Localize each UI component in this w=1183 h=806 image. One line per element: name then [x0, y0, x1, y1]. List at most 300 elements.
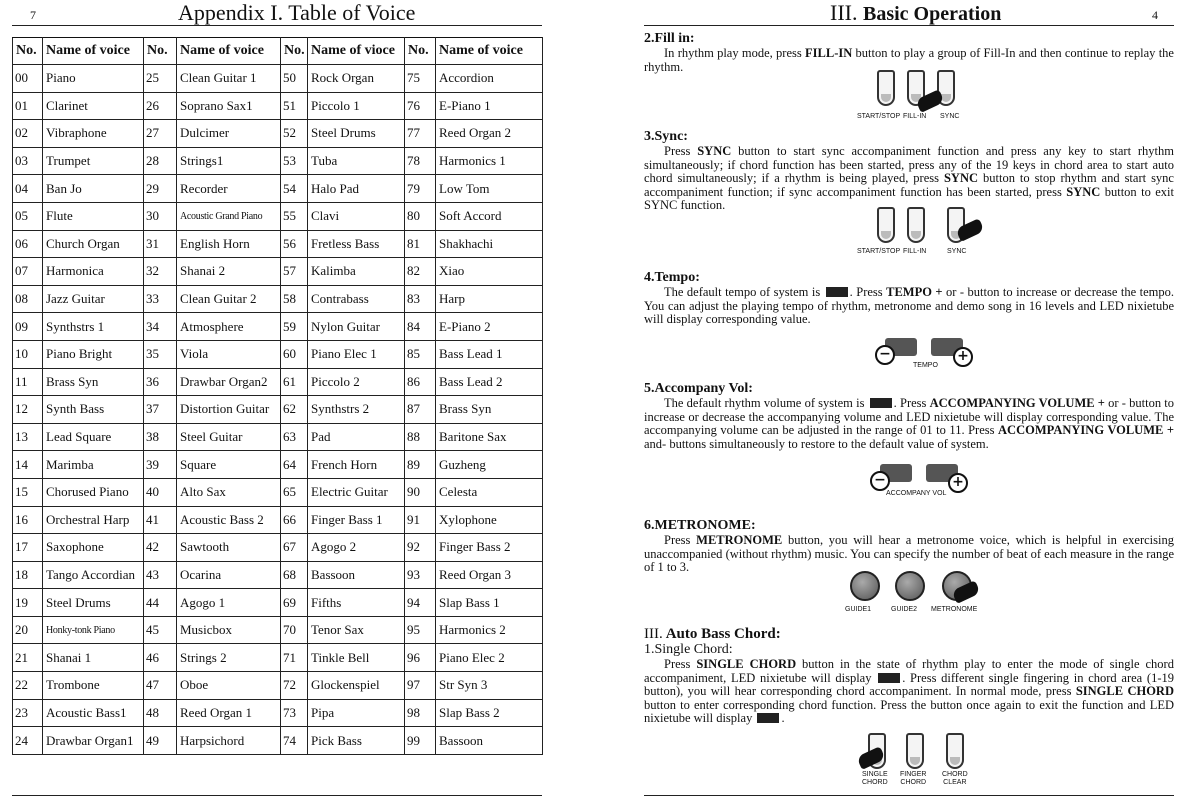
tempo-section — [644, 270, 1174, 327]
table-row — [13, 92, 543, 120]
table-row — [13, 368, 543, 396]
voice-number-cell: 23 — [13, 699, 43, 727]
voice-name-cell: Bass Lead 2 — [436, 368, 543, 396]
auto-bass-section — [644, 626, 1174, 726]
auto-bass-heading: III. Auto Bass Chord: — [644, 626, 781, 642]
voice-number-cell: 45 — [144, 616, 177, 644]
voice-number-cell: 02 — [13, 120, 43, 148]
table-row — [13, 616, 543, 644]
voice-number-cell: 81 — [405, 230, 436, 258]
voice-name-cell: Bassoon — [308, 561, 405, 589]
voice-number-cell: 51 — [281, 92, 308, 120]
led-display-icon — [757, 713, 779, 723]
voice-name-cell: Electric Guitar — [308, 478, 405, 506]
voice-name-cell: Xiao — [436, 258, 543, 286]
table-row — [13, 65, 543, 93]
voice-name-cell: Soprano Sax1 — [177, 92, 281, 120]
accompany-diagram — [870, 464, 980, 500]
voice-name-cell: Slap Bass 1 — [436, 589, 543, 617]
voice-name-cell: Clean Guitar 1 — [177, 65, 281, 93]
table-row — [13, 202, 543, 230]
voice-number-cell: 62 — [281, 396, 308, 424]
chord-clear-key — [946, 733, 964, 769]
plus-icon: + — [953, 347, 973, 367]
voice-number-cell: 59 — [281, 313, 308, 341]
voice-number-cell: 34 — [144, 313, 177, 341]
voice-number-cell: 32 — [144, 258, 177, 286]
table-row — [13, 699, 543, 727]
voice-number-cell: 48 — [144, 699, 177, 727]
voice-name-cell: Kalimba — [308, 258, 405, 286]
start-stop-key — [877, 207, 895, 243]
voice-name-cell: Clavi — [308, 202, 405, 230]
voice-name-cell: E-Piano 1 — [436, 92, 543, 120]
table-row — [13, 672, 543, 700]
table-row — [13, 451, 543, 479]
voice-number-cell: 73 — [281, 699, 308, 727]
voice-number-cell: 69 — [281, 589, 308, 617]
tempo-label: TEMPO — [913, 362, 938, 369]
table-row — [13, 644, 543, 672]
voice-number-cell: 88 — [405, 423, 436, 451]
accompany-heading: 5.Accompany Vol: — [644, 381, 753, 396]
finger-chord-key — [906, 733, 924, 769]
voice-number-cell: 64 — [281, 451, 308, 479]
top-rule — [12, 25, 542, 26]
column-header-name: Name of vioce — [308, 38, 405, 65]
voice-number-cell: 58 — [281, 285, 308, 313]
voice-name-cell: Slap Bass 2 — [436, 699, 543, 727]
title-numeral: III. — [830, 0, 858, 25]
voice-number-cell: 42 — [144, 534, 177, 562]
voice-name-cell: Harpsichord — [177, 727, 281, 755]
voice-name-cell: Oboe — [177, 672, 281, 700]
voice-number-cell: 39 — [144, 451, 177, 479]
voice-number-cell: 92 — [405, 534, 436, 562]
voice-name-cell: Harmonics 1 — [436, 147, 543, 175]
voice-name-cell: Acoustic Bass1 — [43, 699, 144, 727]
voice-number-cell: 93 — [405, 561, 436, 589]
voice-number-cell: 08 — [13, 285, 43, 313]
voice-name-cell: Alto Sax — [177, 478, 281, 506]
voice-name-cell: Low Tom — [436, 175, 543, 203]
voice-name-cell: Finger Bass 1 — [308, 506, 405, 534]
voice-number-cell: 75 — [405, 65, 436, 93]
table-row — [13, 340, 543, 368]
minus-icon: − — [870, 471, 890, 491]
voice-name-cell: Reed Organ 1 — [177, 699, 281, 727]
column-header-name: Name of voice — [177, 38, 281, 65]
voice-name-cell: Steel Guitar — [177, 423, 281, 451]
voice-name-cell: Piano Bright — [43, 340, 144, 368]
voice-number-cell: 15 — [13, 478, 43, 506]
tempo-diagram — [875, 336, 975, 372]
voice-name-cell: Steel Drums — [43, 589, 144, 617]
voice-number-cell: 06 — [13, 230, 43, 258]
voice-name-cell: Agogo 2 — [308, 534, 405, 562]
voice-name-cell: Fifths — [308, 589, 405, 617]
voice-name-cell: Glockenspiel — [308, 672, 405, 700]
voice-number-cell: 12 — [13, 396, 43, 424]
single-chord-text: Press SINGLE CHORD button in the state of rhythm play to enter the mode of single chord accompaniment, LED nixietube will display . Press different single fingering in chord area (1-19 button), you will hear corresponding chord accompaniment. In normal mode, press SINGLE CHORD button to enter corresponding chord function. Press the button once again to exit the function and LED nixietube will display . — [644, 657, 1174, 725]
voice-number-cell: 03 — [13, 147, 43, 175]
voice-number-cell: 76 — [405, 92, 436, 120]
voice-number-cell: 27 — [144, 120, 177, 148]
voice-number-cell: 21 — [13, 644, 43, 672]
voice-name-cell: Tinkle Bell — [308, 644, 405, 672]
voice-name-cell: Clarinet — [43, 92, 144, 120]
table-row — [13, 258, 543, 286]
metronome-text: Press METRONOME button, you will hear a metronome voice, which is helpful in exercising unaccompanied (without rhythm) music. You can specify the number of beat of each measure in the range of 1 to 3. — [644, 533, 1174, 574]
voice-name-cell: Atmosphere — [177, 313, 281, 341]
voice-name-cell: Guzheng — [436, 451, 543, 479]
chord-key-label: FINGER CHORD — [900, 771, 927, 786]
guide1-button — [850, 571, 880, 601]
voice-name-cell: Piccolo 1 — [308, 92, 405, 120]
voice-name-cell: Str Syn 3 — [436, 672, 543, 700]
voice-number-cell: 47 — [144, 672, 177, 700]
voice-number-cell: 60 — [281, 340, 308, 368]
bottom-rule — [12, 795, 542, 796]
voice-name-cell: Baritone Sax — [436, 423, 543, 451]
voice-name-cell: Tuba — [308, 147, 405, 175]
voice-number-cell: 35 — [144, 340, 177, 368]
voice-number-cell: 09 — [13, 313, 43, 341]
voice-name-cell: Nylon Guitar — [308, 313, 405, 341]
voice-number-cell: 04 — [13, 175, 43, 203]
accompany-section — [644, 381, 1174, 451]
voice-name-cell: Agogo 1 — [177, 589, 281, 617]
voice-number-cell: 85 — [405, 340, 436, 368]
appendix-title: Appendix I. Table of Voice — [178, 0, 416, 25]
page-number-right: 4 — [1152, 8, 1158, 22]
voice-number-cell: 25 — [144, 65, 177, 93]
voice-name-cell: Bassoon — [436, 727, 543, 755]
led-display-icon — [826, 287, 848, 297]
start-stop-key — [877, 70, 895, 106]
table-row — [13, 534, 543, 562]
metronome-section — [644, 518, 1174, 575]
voice-number-cell: 26 — [144, 92, 177, 120]
voice-name-cell: Marimba — [43, 451, 144, 479]
page-number-left: 7 — [30, 8, 36, 22]
voice-name-cell: Piano — [43, 65, 144, 93]
voice-number-cell: 38 — [144, 423, 177, 451]
voice-number-cell: 43 — [144, 561, 177, 589]
table-row — [13, 396, 543, 424]
voice-number-cell: 53 — [281, 147, 308, 175]
column-header-number: No. — [13, 38, 43, 65]
voice-name-cell: Accordion — [436, 65, 543, 93]
table-row — [13, 506, 543, 534]
voice-name-cell: Halo Pad — [308, 175, 405, 203]
voice-name-cell: Chorused Piano — [43, 478, 144, 506]
voice-name-cell: Ban Jo — [43, 175, 144, 203]
voice-name-cell: Pad — [308, 423, 405, 451]
voice-number-cell: 14 — [13, 451, 43, 479]
voice-number-cell: 01 — [13, 92, 43, 120]
voice-name-cell: Saxophone — [43, 534, 144, 562]
voice-number-cell: 49 — [144, 727, 177, 755]
voice-number-cell: 99 — [405, 727, 436, 755]
column-header-number: No. — [144, 38, 177, 65]
voice-name-cell: Harp — [436, 285, 543, 313]
voice-name-cell: Shakhachi — [436, 230, 543, 258]
top-rule-right — [644, 25, 1174, 26]
voice-name-cell: Sawtooth — [177, 534, 281, 562]
plus-icon: + — [948, 473, 968, 493]
voice-number-cell: 33 — [144, 285, 177, 313]
voice-table — [12, 37, 543, 755]
voice-name-cell: Jazz Guitar — [43, 285, 144, 313]
voice-number-cell: 97 — [405, 672, 436, 700]
voice-number-cell: 94 — [405, 589, 436, 617]
voice-name-cell: Reed Organ 3 — [436, 561, 543, 589]
voice-name-cell: Piccolo 2 — [308, 368, 405, 396]
voice-name-cell: Brass Syn — [436, 396, 543, 424]
table-row — [13, 589, 543, 617]
voice-number-cell: 77 — [405, 120, 436, 148]
voice-name-cell: Harmonics 2 — [436, 616, 543, 644]
voice-number-cell: 44 — [144, 589, 177, 617]
accompany-text: The default rhythm volume of system is . Press ACCOMPANYING VOLUME + or - button to increase or decrease the accompanying volume and LED nixietube will display corresponding value. The accompanying volume can be adjusted in the range of 01 to 11. Press ACCOMPANYING VOLUME + and- buttons simultaneously to restore to the default value of system. — [644, 396, 1175, 451]
led-display-icon — [870, 398, 892, 408]
voice-number-cell: 71 — [281, 644, 308, 672]
basic-operation-title — [830, 0, 1001, 26]
table-row — [13, 285, 543, 313]
voice-number-cell: 28 — [144, 147, 177, 175]
voice-number-cell: 10 — [13, 340, 43, 368]
voice-name-cell: Musicbox — [177, 616, 281, 644]
voice-number-cell: 61 — [281, 368, 308, 396]
voice-number-cell: 54 — [281, 175, 308, 203]
voice-name-cell: Viola — [177, 340, 281, 368]
voice-number-cell: 80 — [405, 202, 436, 230]
voice-name-cell: Synthstrs 2 — [308, 396, 405, 424]
left-page — [0, 0, 560, 806]
bottom-rule-right — [644, 795, 1174, 796]
led-display-icon — [878, 673, 900, 683]
table-row — [13, 727, 543, 755]
voice-name-cell: Tenor Sax — [308, 616, 405, 644]
key-label: SYNC — [940, 113, 960, 120]
voice-name-cell: Church Organ — [43, 230, 144, 258]
right-page — [620, 0, 1183, 806]
voice-name-cell: Brass Syn — [43, 368, 144, 396]
fill-in-text: In rhythm play mode, press FILL-IN button to play a group of Fill-In and then continue to replay the rhythm. — [644, 46, 1174, 74]
column-header-name: Name of voice — [436, 38, 543, 65]
voice-name-cell: Drawbar Organ2 — [177, 368, 281, 396]
key-label: START/STOP — [857, 248, 901, 255]
voice-name-cell: Xylophone — [436, 506, 543, 534]
voice-name-cell: French Horn — [308, 451, 405, 479]
button-label: GUIDE1 — [845, 606, 872, 613]
fill-in-heading: 2.Fill in: — [644, 31, 695, 46]
voice-name-cell: Contrabass — [308, 285, 405, 313]
voice-name-cell: Trombone — [43, 672, 144, 700]
voice-name-cell: Pipa — [308, 699, 405, 727]
voice-number-cell: 65 — [281, 478, 308, 506]
voice-number-cell: 87 — [405, 396, 436, 424]
tempo-heading: 4.Tempo: — [644, 270, 700, 285]
voice-name-cell: Tango Accordian — [43, 561, 144, 589]
sync-text: Press SYNC button to start sync accompaniment function and press any key to start rhythm simultaneously; if chord function has been started, press any of the 19 keys in chord area to start auto chord simultaneously; if a rhythm is being played, press SYNC button to stop rhythm and start sync accompaniment function; if sync accompaniment function has been started, press SYNC button to exit SYNC function. — [644, 144, 1174, 212]
voice-name-cell: Vibraphone — [43, 120, 144, 148]
voice-name-cell: Square — [177, 451, 281, 479]
voice-number-cell: 98 — [405, 699, 436, 727]
voice-name-cell: Drawbar Organ1 — [43, 727, 144, 755]
voice-name-cell: Acoustic Grand Piano — [177, 202, 281, 230]
voice-name-cell: E-Piano 2 — [436, 313, 543, 341]
chord-diagram — [858, 733, 978, 791]
voice-name-cell: Dulcimer — [177, 120, 281, 148]
voice-number-cell: 24 — [13, 727, 43, 755]
voice-number-cell: 19 — [13, 589, 43, 617]
metronome-heading: 6.METRONOME: — [644, 518, 756, 533]
voice-number-cell: 17 — [13, 534, 43, 562]
voice-number-cell: 89 — [405, 451, 436, 479]
voice-number-cell: 37 — [144, 396, 177, 424]
voice-name-cell: Shanai 2 — [177, 258, 281, 286]
voice-number-cell: 22 — [13, 672, 43, 700]
voice-name-cell: Celesta — [436, 478, 543, 506]
voice-number-cell: 36 — [144, 368, 177, 396]
voice-name-cell: Shanai 1 — [43, 644, 144, 672]
voice-name-cell: Recorder — [177, 175, 281, 203]
voice-number-cell: 00 — [13, 65, 43, 93]
voice-number-cell: 78 — [405, 147, 436, 175]
voice-number-cell: 31 — [144, 230, 177, 258]
column-header-name: Name of voice — [43, 38, 144, 65]
voice-number-cell: 11 — [13, 368, 43, 396]
voice-number-cell: 50 — [281, 65, 308, 93]
voice-number-cell: 86 — [405, 368, 436, 396]
voice-number-cell: 67 — [281, 534, 308, 562]
voice-name-cell: Honky-tonk Piano — [43, 616, 144, 644]
table-row — [13, 478, 543, 506]
sync-heading: 3.Sync: — [644, 129, 688, 144]
column-header-number: No. — [405, 38, 436, 65]
voice-number-cell: 70 — [281, 616, 308, 644]
guide2-button — [895, 571, 925, 601]
voice-name-cell: Harmonica — [43, 258, 144, 286]
voice-name-cell: Reed Organ 2 — [436, 120, 543, 148]
voice-name-cell: Strings 2 — [177, 644, 281, 672]
table-row — [13, 120, 543, 148]
voice-number-cell: 40 — [144, 478, 177, 506]
voice-number-cell: 82 — [405, 258, 436, 286]
voice-number-cell: 41 — [144, 506, 177, 534]
voice-name-cell: English Horn — [177, 230, 281, 258]
voice-number-cell: 52 — [281, 120, 308, 148]
voice-name-cell: Fretless Bass — [308, 230, 405, 258]
column-header-number: No. — [281, 38, 308, 65]
title-text: Basic Operation — [862, 3, 1002, 25]
voice-name-cell: Lead Square — [43, 423, 144, 451]
tempo-text: The default tempo of system is . Press TEMPO + or - button to increase or decrease the tempo. You can adjust the playing tempo of rhythm, metronome and demo song in 16 levels and LED nixietube will display corresponding value. — [644, 285, 1174, 326]
voice-number-cell: 91 — [405, 506, 436, 534]
button-label: METRONOME — [931, 606, 978, 613]
voice-number-cell: 66 — [281, 506, 308, 534]
single-chord-heading: 1.Single Chord: — [644, 642, 733, 657]
key-label: FILL-IN — [903, 248, 927, 255]
button-label: GUIDE2 — [891, 606, 918, 613]
voice-number-cell: 05 — [13, 202, 43, 230]
key-label: START/STOP — [857, 113, 901, 120]
voice-name-cell: Rock Organ — [308, 65, 405, 93]
voice-name-cell: Synth Bass — [43, 396, 144, 424]
voice-name-cell: Steel Drums — [308, 120, 405, 148]
table-row — [13, 147, 543, 175]
voice-name-cell: Pick Bass — [308, 727, 405, 755]
voice-name-cell: Piano Elec 2 — [436, 644, 543, 672]
key-label: SYNC — [947, 248, 967, 255]
voice-number-cell: 57 — [281, 258, 308, 286]
sync-section — [644, 129, 1174, 213]
voice-number-cell: 68 — [281, 561, 308, 589]
voice-number-cell: 20 — [13, 616, 43, 644]
voice-number-cell: 07 — [13, 258, 43, 286]
voice-name-cell: Orchestral Harp — [43, 506, 144, 534]
key-label: FILL-IN — [903, 113, 927, 120]
voice-name-cell: Finger Bass 2 — [436, 534, 543, 562]
voice-name-cell: Flute — [43, 202, 144, 230]
metronome-diagram — [845, 571, 995, 615]
table-row — [13, 175, 543, 203]
voice-name-cell: Strings1 — [177, 147, 281, 175]
voice-number-cell: 83 — [405, 285, 436, 313]
voice-name-cell: Synthstrs 1 — [43, 313, 144, 341]
table-body — [13, 65, 543, 755]
voice-number-cell: 74 — [281, 727, 308, 755]
table-row — [13, 423, 543, 451]
table-header-row — [13, 38, 543, 65]
voice-number-cell: 63 — [281, 423, 308, 451]
voice-number-cell: 13 — [13, 423, 43, 451]
voice-name-cell: Ocarina — [177, 561, 281, 589]
voice-name-cell: Acoustic Bass 2 — [177, 506, 281, 534]
chord-key-label: SINGLE CHORD — [862, 771, 888, 786]
table-row — [13, 313, 543, 341]
voice-number-cell: 46 — [144, 644, 177, 672]
chord-key-label: CHORD CLEAR — [942, 771, 968, 786]
voice-number-cell: 16 — [13, 506, 43, 534]
voice-name-cell: Soft Accord — [436, 202, 543, 230]
voice-number-cell: 30 — [144, 202, 177, 230]
fill-in-section — [644, 31, 1174, 74]
voice-number-cell: 18 — [13, 561, 43, 589]
voice-number-cell: 29 — [144, 175, 177, 203]
voice-name-cell: Piano Elec 1 — [308, 340, 405, 368]
table-row — [13, 230, 543, 258]
voice-number-cell: 96 — [405, 644, 436, 672]
voice-name-cell: Distortion Guitar — [177, 396, 281, 424]
fill-in-diagram — [857, 70, 965, 122]
voice-number-cell: 95 — [405, 616, 436, 644]
accompany-vol-label: ACCOMPANY VOL — [886, 490, 947, 497]
voice-number-cell: 84 — [405, 313, 436, 341]
voice-number-cell: 90 — [405, 478, 436, 506]
minus-icon: − — [875, 345, 895, 365]
voice-number-cell: 56 — [281, 230, 308, 258]
voice-number-cell: 79 — [405, 175, 436, 203]
voice-name-cell: Bass Lead 1 — [436, 340, 543, 368]
voice-number-cell: 55 — [281, 202, 308, 230]
voice-number-cell: 72 — [281, 672, 308, 700]
voice-name-cell: Clean Guitar 2 — [177, 285, 281, 313]
fill-in-key — [907, 207, 925, 243]
voice-name-cell: Trumpet — [43, 147, 144, 175]
